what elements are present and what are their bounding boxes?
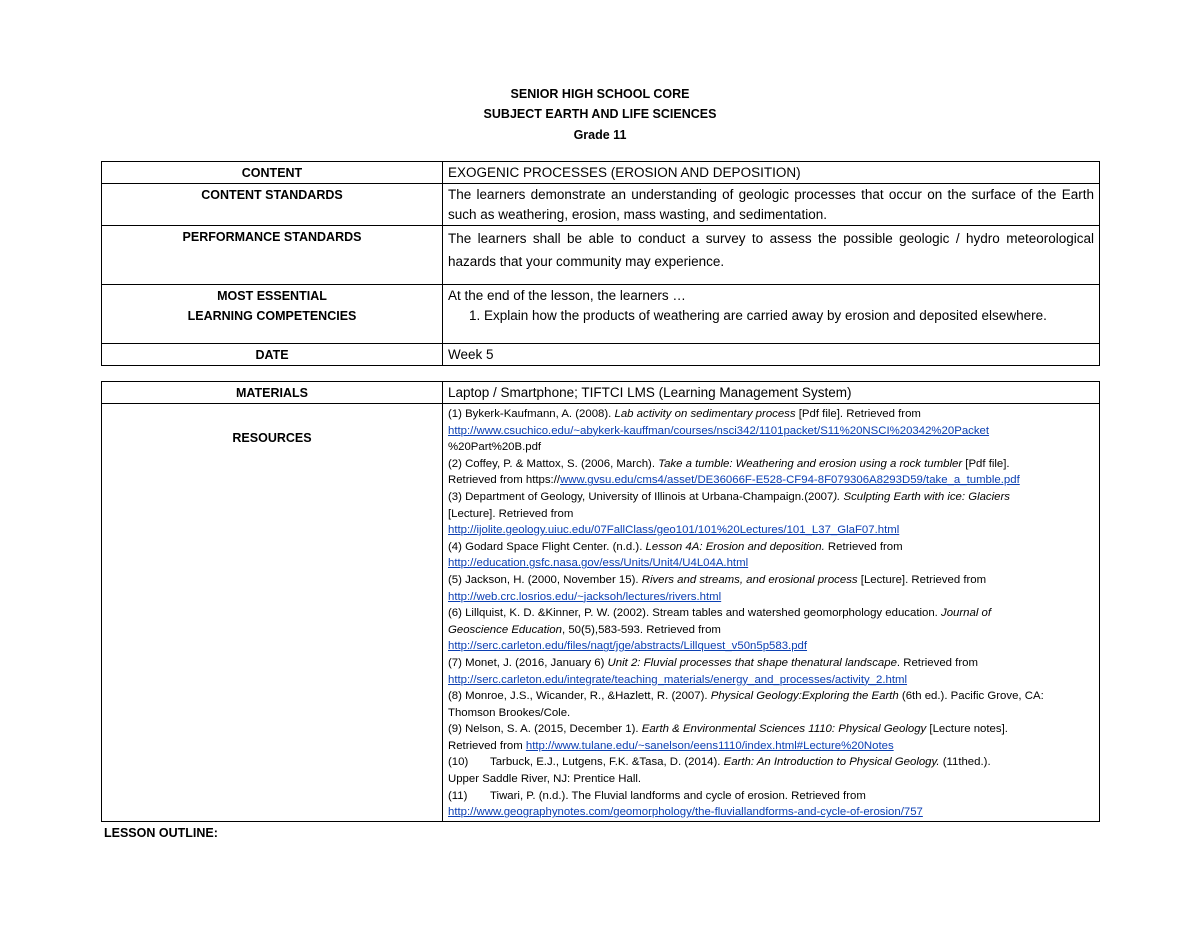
resource-text: (7) Monet, J. (2016, January 6) bbox=[448, 656, 608, 669]
melc-list bbox=[448, 306, 1094, 326]
performance-standards-value: The learners shall be able to conduct a survey to assess the possible geologic / hydro meteorological hazards that your community may experience. bbox=[443, 226, 1100, 285]
resource-7 bbox=[448, 655, 1094, 672]
resource-number: (11) bbox=[448, 789, 468, 802]
resource-6-link[interactable]: http://serc.carleton.edu/files/nagt/jge/abstracts/Lillquest_v50n5p583.pdf bbox=[448, 640, 808, 653]
header-line-3: Grade 11 bbox=[573, 128, 627, 142]
resource-title: Take a tumble: Weathering and erosion using a rock tumbler bbox=[658, 457, 963, 470]
resource-title: Lab activity on sedimentary process bbox=[614, 408, 796, 420]
resource-text: (2) Coffey, P. & Mattox, S. (2006, March). bbox=[448, 457, 659, 470]
resource-8-cont: Thomson Brookes/Cole. bbox=[448, 706, 571, 719]
resource-title: Rivers and streams, and erosional process bbox=[641, 573, 858, 586]
resource-text: (6) Lillquist, K. D. &Kinner, P. W. (2002). Stream tables and watershed geomorphology education. bbox=[448, 607, 942, 620]
resource-text: [Pdf file]. bbox=[962, 457, 1010, 470]
melc-label bbox=[102, 285, 443, 344]
header-line-1: SENIOR HIGH SCHOOL CORE bbox=[510, 87, 690, 101]
lesson-outline-heading: LESSON OUTLINE: bbox=[104, 826, 218, 840]
resource-4-link[interactable]: http://education.gsfc.nasa.gov/ess/Units/Unit4/U4L04A.html bbox=[448, 557, 749, 570]
date-label: DATE bbox=[102, 344, 443, 366]
melc-intro: At the end of the lesson, the learners … bbox=[448, 288, 686, 303]
resource-text: (4) Godard Space Flight Center. (n.d.). bbox=[448, 540, 646, 553]
resource-3-cont: [Lecture]. Retrieved from bbox=[448, 507, 574, 520]
resource-11-link[interactable]: http://www.geographynotes.com/geomorphology/the-fluviallandforms-and-cycle-of-erosion/757 bbox=[448, 806, 923, 819]
melc-item: 1. Explain how the products of weathering are carried away by erosion and deposited elsewhere. bbox=[484, 306, 1094, 326]
resource-6 bbox=[448, 605, 1094, 622]
resource-text: , 50(5),583-593. Retrieved from bbox=[561, 623, 721, 636]
resource-1-cont: %20Part%20B.pdf bbox=[448, 441, 542, 454]
materials-table bbox=[101, 381, 1100, 822]
resource-text: (5) Jackson, H. (2000, November 15). bbox=[448, 573, 642, 586]
resource-text: (11thed.). bbox=[939, 756, 991, 769]
resource-1 bbox=[448, 406, 1094, 423]
melc-label-line-1: MOST ESSENTIAL bbox=[217, 289, 327, 303]
resource-text: [Lecture notes]. bbox=[926, 723, 1008, 736]
resource-text: (1) Bykerk-Kaufmann, A. (2008). bbox=[448, 408, 615, 420]
resource-3 bbox=[448, 489, 1094, 506]
resource-1-link[interactable]: http://www.csuchico.edu/~abykerk-kauffman/courses/nsci342/1101packet/S11%20NSCI%20342%20Packet bbox=[448, 424, 990, 437]
header-line-2: SUBJECT EARTH AND LIFE SCIENCES bbox=[483, 107, 717, 121]
resource-11 bbox=[448, 788, 1094, 805]
resource-title: Earth & Environmental Sciences 1110: Physical Geology bbox=[641, 723, 927, 736]
resource-title: Unit 2: Fluvial processes that shape thenatural landscape bbox=[607, 656, 897, 669]
resource-text: Retrieved from bbox=[448, 739, 526, 752]
resource-text: . Retrieved from bbox=[896, 656, 978, 669]
resource-6-cont bbox=[448, 622, 1094, 639]
resource-title: Geoscience Education bbox=[448, 623, 562, 636]
resource-5-link[interactable]: http://web.crc.losrios.edu/~jacksoh/lectures/rivers.html bbox=[448, 590, 722, 603]
resource-10 bbox=[448, 754, 1094, 771]
performance-standards-label: PERFORMANCE STANDARDS bbox=[102, 226, 443, 285]
content-value: EXOGENIC PROCESSES (EROSION AND DEPOSITION) bbox=[443, 162, 1100, 184]
resource-9 bbox=[448, 721, 1094, 738]
lesson-info-table bbox=[101, 161, 1100, 366]
resource-5 bbox=[448, 572, 1094, 589]
resource-text: [Pdf file]. Retrieved from bbox=[795, 408, 921, 420]
resource-title: ). Sculpting Earth with ice: Glaciers bbox=[833, 490, 1010, 503]
resource-text: Retrieved from bbox=[824, 540, 903, 553]
content-standards-label: CONTENT STANDARDS bbox=[102, 184, 443, 226]
resource-text: (8) Monroe, J.S., Wicander, R., &Hazlett, R. (2007). bbox=[448, 690, 711, 703]
resource-4 bbox=[448, 539, 1094, 556]
resource-text: (6th ed.). Pacific Grove, CA: bbox=[898, 690, 1044, 703]
resource-text: Tiwari, P. (n.d.). The Fluvial landforms and cycle of erosion. Retrieved from bbox=[490, 789, 866, 802]
resource-number: (10) bbox=[448, 756, 469, 769]
materials-label: MATERIALS bbox=[102, 382, 443, 404]
resource-title: Lesson 4A: Erosion and deposition. bbox=[645, 540, 825, 553]
resource-text: (3) Department of Geology, University of Illinois at Urbana-Champaign.(2007 bbox=[448, 490, 834, 503]
resources-list bbox=[443, 404, 1100, 822]
date-value: Week 5 bbox=[443, 344, 1100, 366]
resource-text: (9) Nelson, S. A. (2015, December 1). bbox=[448, 723, 642, 736]
resource-text: [Lecture]. Retrieved from bbox=[857, 573, 987, 586]
resource-3-link[interactable]: http://ijolite.geology.uiuc.edu/07FallClass/geo101/101%20Lectures/101_L37_GlaF07.html bbox=[448, 524, 900, 537]
resource-2 bbox=[448, 456, 1094, 473]
resource-2-link[interactable]: www.gvsu.edu/cms4/asset/DE36066F-E528-CF94-8F079306A8293D59/take_a_tumble.pdf bbox=[560, 474, 1020, 487]
resource-text: Retrieved from https:// bbox=[448, 474, 561, 487]
resource-8 bbox=[448, 688, 1094, 705]
melc-label-line-2: LEARNING COMPETENCIES bbox=[187, 309, 357, 323]
resource-title: Earth: An Introduction to Physical Geology. bbox=[723, 756, 940, 769]
content-label: CONTENT bbox=[102, 162, 443, 184]
resource-title: Journal of bbox=[941, 607, 992, 620]
resource-9-link[interactable]: http://www.tulane.edu/~sanelson/eens1110/index.html#Lecture%20Notes bbox=[525, 739, 894, 752]
resource-7-link[interactable]: http://serc.carleton.edu/integrate/teaching_materials/energy_and_processes/activity_2.html bbox=[448, 673, 908, 686]
resource-title: Physical Geology:Exploring the Earth bbox=[710, 690, 899, 703]
resource-10-cont: Upper Saddle River, NJ: Prentice Hall. bbox=[448, 773, 642, 786]
melc-value bbox=[443, 285, 1100, 344]
materials-value: Laptop / Smartphone; TIFTCI LMS (Learning Management System) bbox=[443, 382, 1100, 404]
resource-text: Tarbuck, E.J., Lutgens, F.K. &Tasa, D. (2014). bbox=[490, 756, 724, 769]
content-standards-value: The learners demonstrate an understanding of geologic processes that occur on the surface of the Earth such as weathering, erosion, mass wasting, and sedimentation. bbox=[443, 184, 1100, 226]
resources-label: RESOURCES bbox=[102, 404, 443, 822]
